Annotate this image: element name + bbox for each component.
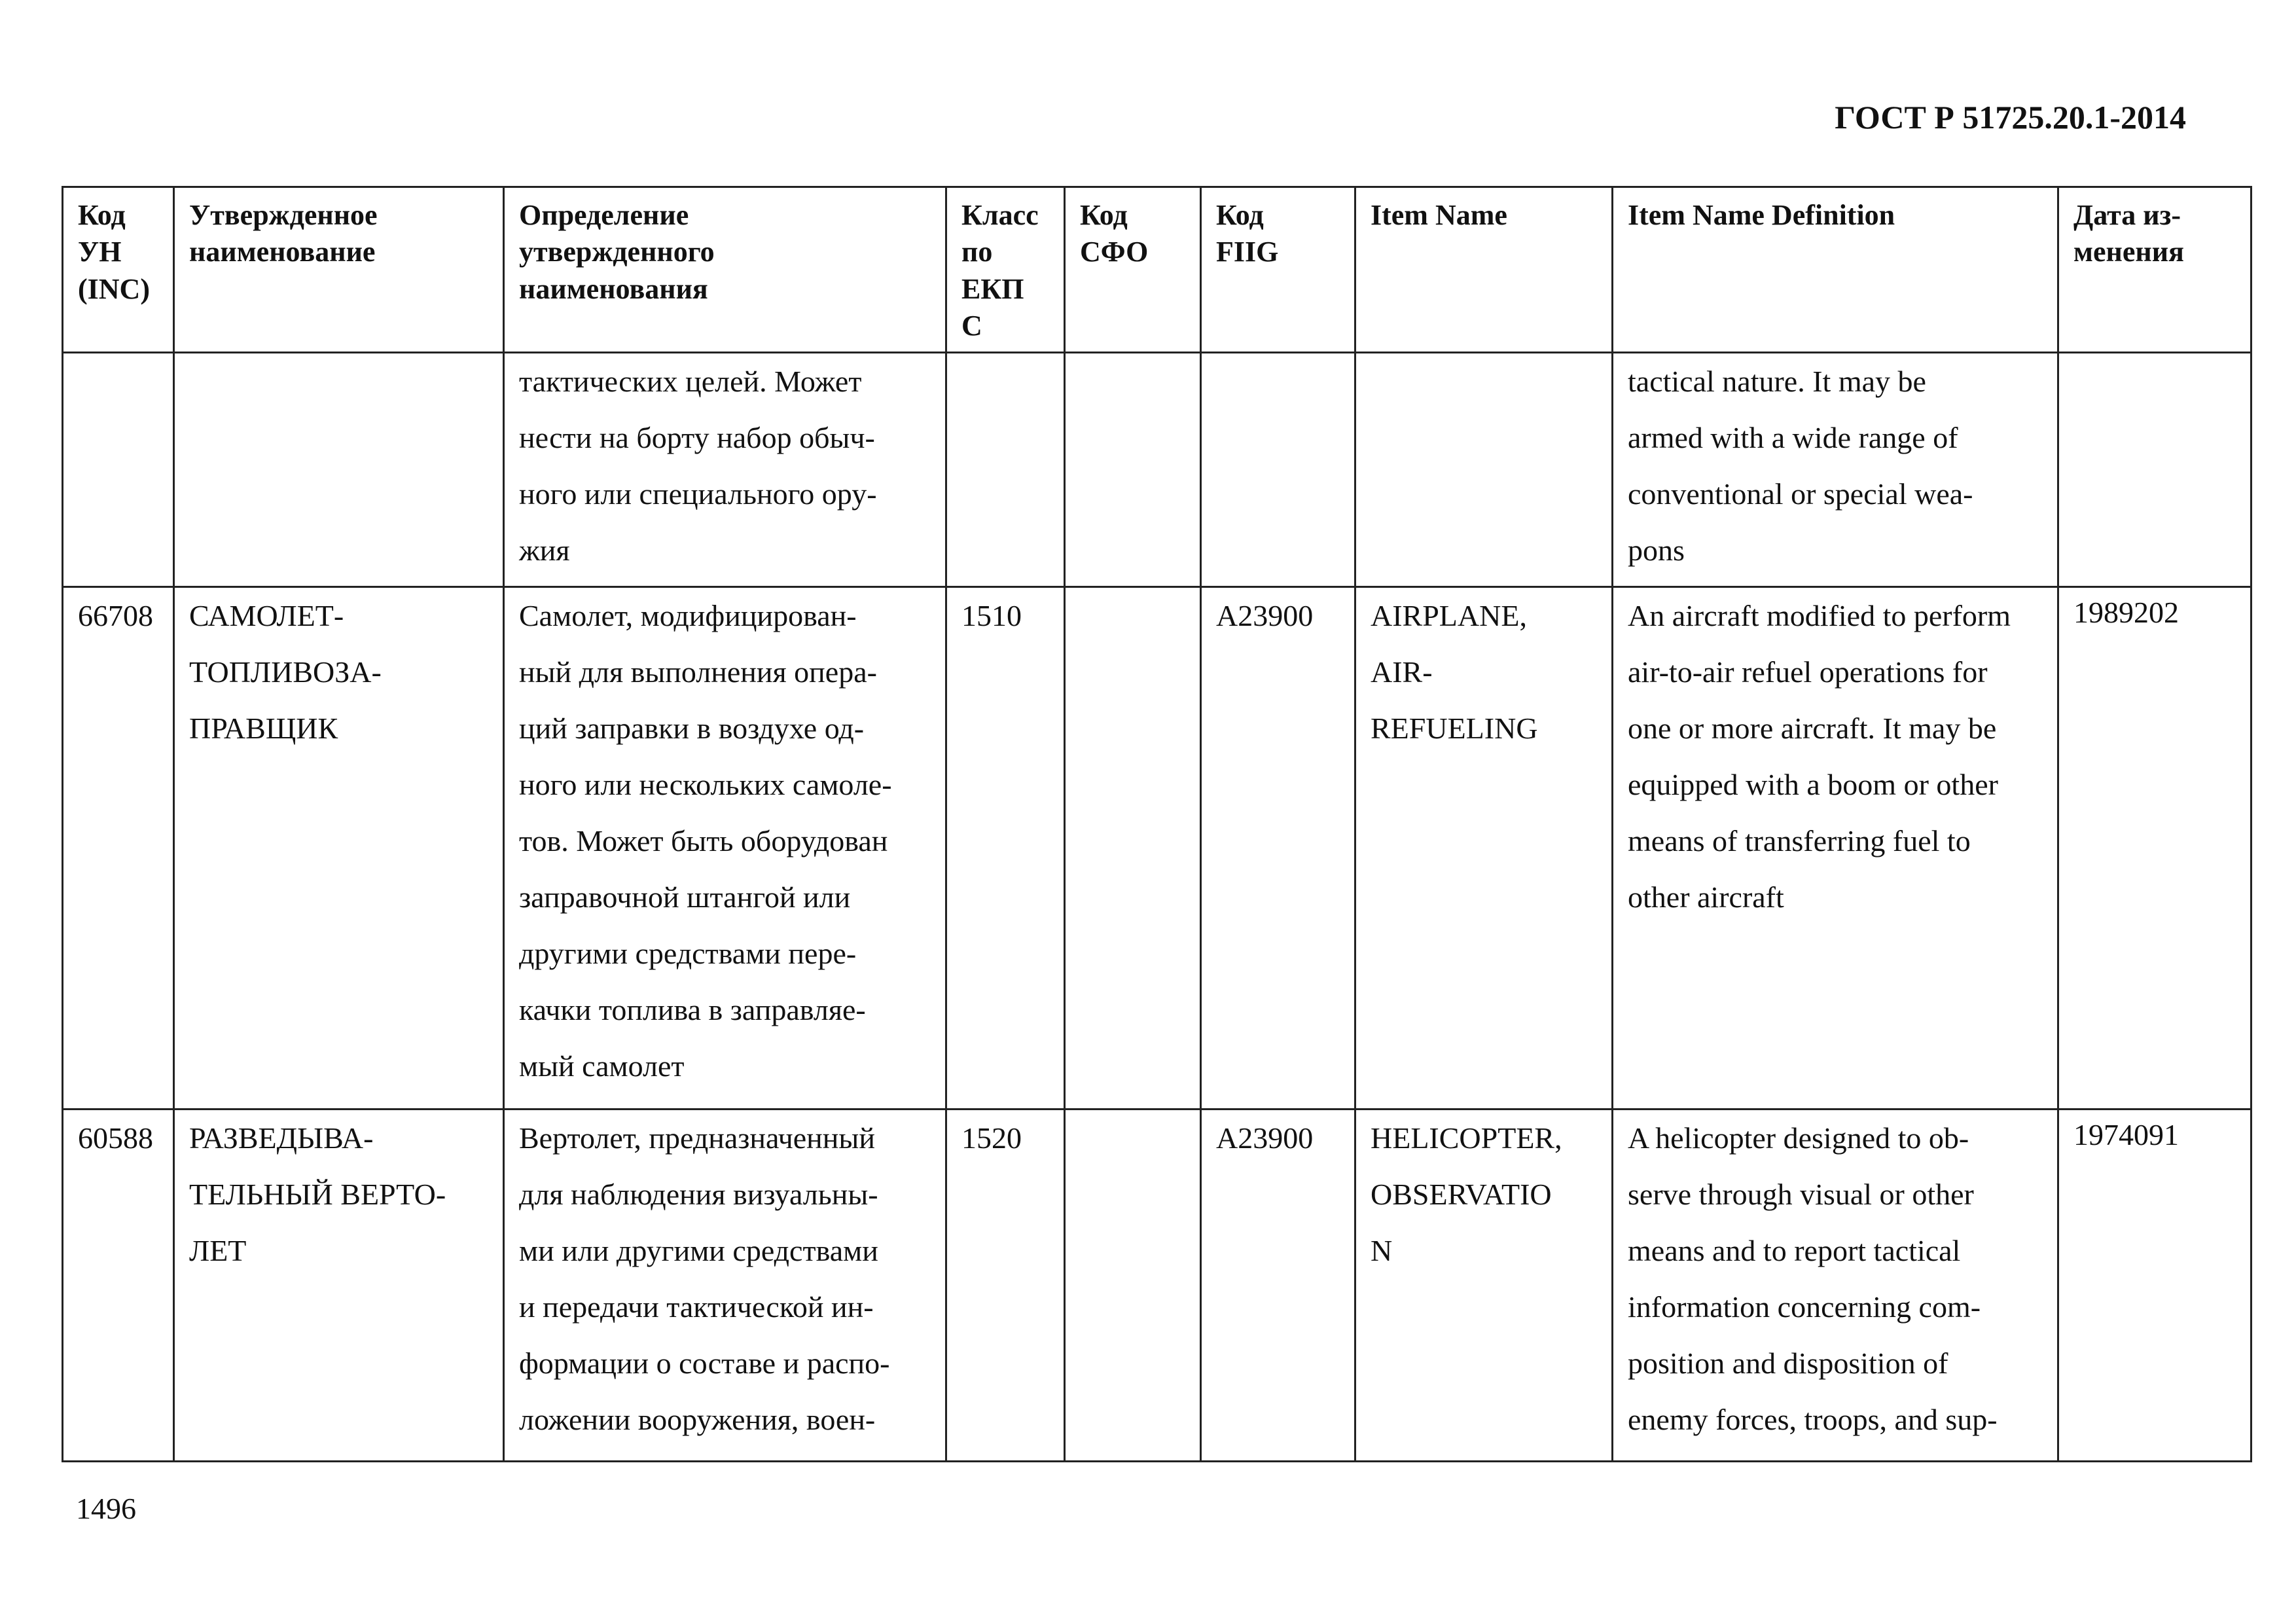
- table-row: [63, 353, 2251, 587]
- cell-text-line: means of transferring fuel to: [1628, 824, 1971, 857]
- header-line: Дата из-: [2073, 199, 2181, 231]
- cell-text-line: one or more aircraft. It may be: [1628, 712, 1997, 745]
- cell-text-line: ми или другими средствами: [519, 1234, 878, 1267]
- header-line: FIIG: [1216, 236, 1279, 268]
- cell-text-line: position and disposition of: [1628, 1346, 1948, 1380]
- header-line: по: [961, 236, 993, 268]
- cell-text-line: тов. Может быть оборудован: [519, 824, 888, 857]
- cell-text-line: conventional or special wea-: [1628, 477, 1973, 511]
- cell-text-line: means and to report tactical: [1628, 1234, 1961, 1267]
- cell-text-line: ТОПЛИВОЗА-: [189, 655, 382, 689]
- cell-text-line: САМОЛЕТ-: [189, 599, 344, 632]
- column-header-change-date: [2058, 187, 2251, 353]
- cell-class: [946, 353, 1065, 587]
- header-line: (INC): [78, 272, 150, 305]
- cell-text-line: ЛЕТ: [189, 1234, 247, 1267]
- cell-name-definition: [504, 587, 946, 1110]
- cell-name-definition: [504, 1110, 946, 1462]
- header-line: Утвержденное: [189, 199, 378, 231]
- cell-text-line: нести на борту набор обыч-: [519, 421, 875, 454]
- cell-text-line: armed with a wide range of: [1628, 421, 1958, 454]
- cell-text-line: other aircraft: [1628, 880, 1784, 914]
- cell-fiig-code: [1201, 353, 1355, 587]
- header-line: УН: [78, 236, 122, 268]
- cell-inc: [63, 587, 174, 1110]
- cell-text-line: Вертолет, предназначенный: [519, 1121, 875, 1155]
- cell-fiig-code: [1201, 1110, 1355, 1462]
- header-line: Код: [78, 199, 126, 231]
- cell-text-line: N: [1371, 1234, 1393, 1267]
- cell-text-line: A23900: [1216, 1121, 1314, 1155]
- cell-approved-name: [174, 1110, 504, 1462]
- header-line: Код: [1080, 199, 1128, 231]
- cell-text-line: для наблюдения визуальны-: [519, 1178, 878, 1211]
- cell-item-name-definition: [1613, 587, 2058, 1110]
- column-header-inc: [63, 187, 174, 353]
- cell-name-definition: [504, 353, 946, 587]
- cell-text-line: AIR-: [1371, 655, 1433, 689]
- cell-text-line: ПРАВЩИК: [189, 712, 338, 745]
- cell-text-line: ций заправки в воздухе од-: [519, 712, 865, 745]
- cell-text-line: качки топлива в заправляе-: [519, 993, 866, 1026]
- cell-text-line: air-to-air refuel operations for: [1628, 655, 1988, 689]
- cell-sfo-code: [1065, 353, 1201, 587]
- cell-text-line: 66708: [78, 599, 153, 632]
- header-line: С: [961, 309, 982, 342]
- column-header-fiig-code: [1201, 187, 1355, 353]
- cell-text-line: enemy forces, troops, and sup-: [1628, 1403, 1998, 1436]
- cell-change-date: [2058, 587, 2251, 1110]
- document-standard-number: ГОСТ Р 51725.20.1-2014: [1835, 99, 2186, 135]
- cell-change-date: [2058, 353, 2251, 587]
- cell-change-date: [2058, 1110, 2251, 1462]
- cell-text-line: РАЗВЕДЫВА-: [189, 1121, 374, 1155]
- header-line: наименование: [189, 236, 376, 268]
- cell-text-line: заправочной штангой или: [519, 880, 851, 914]
- cell-approved-name: [174, 353, 504, 587]
- header-line: Код: [1216, 199, 1264, 231]
- header-line: СФО: [1080, 236, 1149, 268]
- cell-text-line: OBSERVATIO: [1371, 1178, 1552, 1211]
- catalog-table: [62, 186, 2252, 1462]
- cell-text-line: 1974091: [2073, 1118, 2179, 1151]
- header-line: утвержденного: [519, 236, 715, 268]
- cell-approved-name: [174, 587, 504, 1110]
- cell-sfo-code: [1065, 587, 1201, 1110]
- cell-text-line: ного или специального ору-: [519, 477, 877, 511]
- column-header-approved-name: [174, 187, 504, 353]
- table-row: [63, 587, 2251, 1110]
- header-line: ЕКП: [961, 272, 1024, 305]
- header-line: Item Name Definition: [1628, 199, 1895, 231]
- cell-inc: [63, 353, 174, 587]
- cell-text-line: An aircraft modified to perform: [1628, 599, 2011, 632]
- cell-item-name: [1355, 587, 1613, 1110]
- page-number: 1496: [76, 1492, 136, 1525]
- cell-text-line: тактических целей. Может: [519, 365, 862, 398]
- cell-text-line: 1510: [961, 599, 1022, 632]
- column-header-class: [946, 187, 1065, 353]
- header-line: Item Name: [1371, 199, 1507, 231]
- cell-text-line: information concerning com-: [1628, 1290, 1981, 1324]
- cell-text-line: serve through visual or other: [1628, 1178, 1974, 1211]
- cell-class: [946, 587, 1065, 1110]
- cell-text-line: формации о составе и распо-: [519, 1346, 890, 1380]
- cell-text-line: equipped with a boom or other: [1628, 768, 1998, 801]
- cell-item-name: [1355, 353, 1613, 587]
- cell-text-line: REFUELING: [1371, 712, 1538, 745]
- cell-item-name-definition: [1613, 353, 2058, 587]
- cell-text-line: tactical nature. It may be: [1628, 365, 1926, 398]
- cell-text-line: ный для выполнения опера-: [519, 655, 877, 689]
- column-header-item-name-definition: [1613, 187, 2058, 353]
- cell-fiig-code: [1201, 587, 1355, 1110]
- cell-item-name-definition: [1613, 1110, 2058, 1462]
- column-header-name-definition: [504, 187, 946, 353]
- header-line: менения: [2073, 236, 2184, 268]
- cell-text-line: и передачи тактической ин-: [519, 1290, 874, 1324]
- cell-text-line: Самолет, модифицирован-: [519, 599, 857, 632]
- cell-inc: [63, 1110, 174, 1462]
- cell-text-line: 1520: [961, 1121, 1022, 1155]
- cell-text-line: ТЕЛЬНЫЙ ВЕРТО-: [189, 1178, 446, 1211]
- cell-text-line: ложении вооружения, воен-: [519, 1403, 876, 1436]
- column-header-item-name: [1355, 187, 1613, 353]
- cell-text-line: другими средствами пере-: [519, 937, 857, 970]
- table-row: [63, 1110, 2251, 1462]
- header-line: наименования: [519, 272, 708, 305]
- cell-text-line: 1989202: [2073, 596, 2179, 629]
- cell-item-name: [1355, 1110, 1613, 1462]
- header-line: Класс: [961, 199, 1039, 231]
- cell-text-line: ного или нескольких самоле-: [519, 768, 892, 801]
- cell-class: [946, 1110, 1065, 1462]
- header-line: Определение: [519, 199, 689, 231]
- column-header-sfo-code: [1065, 187, 1201, 353]
- cell-text-line: AIRPLANE,: [1371, 599, 1527, 632]
- cell-text-line: жия: [519, 533, 570, 567]
- cell-text-line: A23900: [1216, 599, 1314, 632]
- cell-text-line: 60588: [78, 1121, 153, 1155]
- cell-text-line: HELICOPTER,: [1371, 1121, 1562, 1155]
- cell-text-line: мый самолет: [519, 1049, 685, 1083]
- table-header-row: [63, 187, 2251, 353]
- cell-text-line: pons: [1628, 533, 1685, 567]
- cell-sfo-code: [1065, 1110, 1201, 1462]
- cell-text-line: A helicopter designed to ob-: [1628, 1121, 1969, 1155]
